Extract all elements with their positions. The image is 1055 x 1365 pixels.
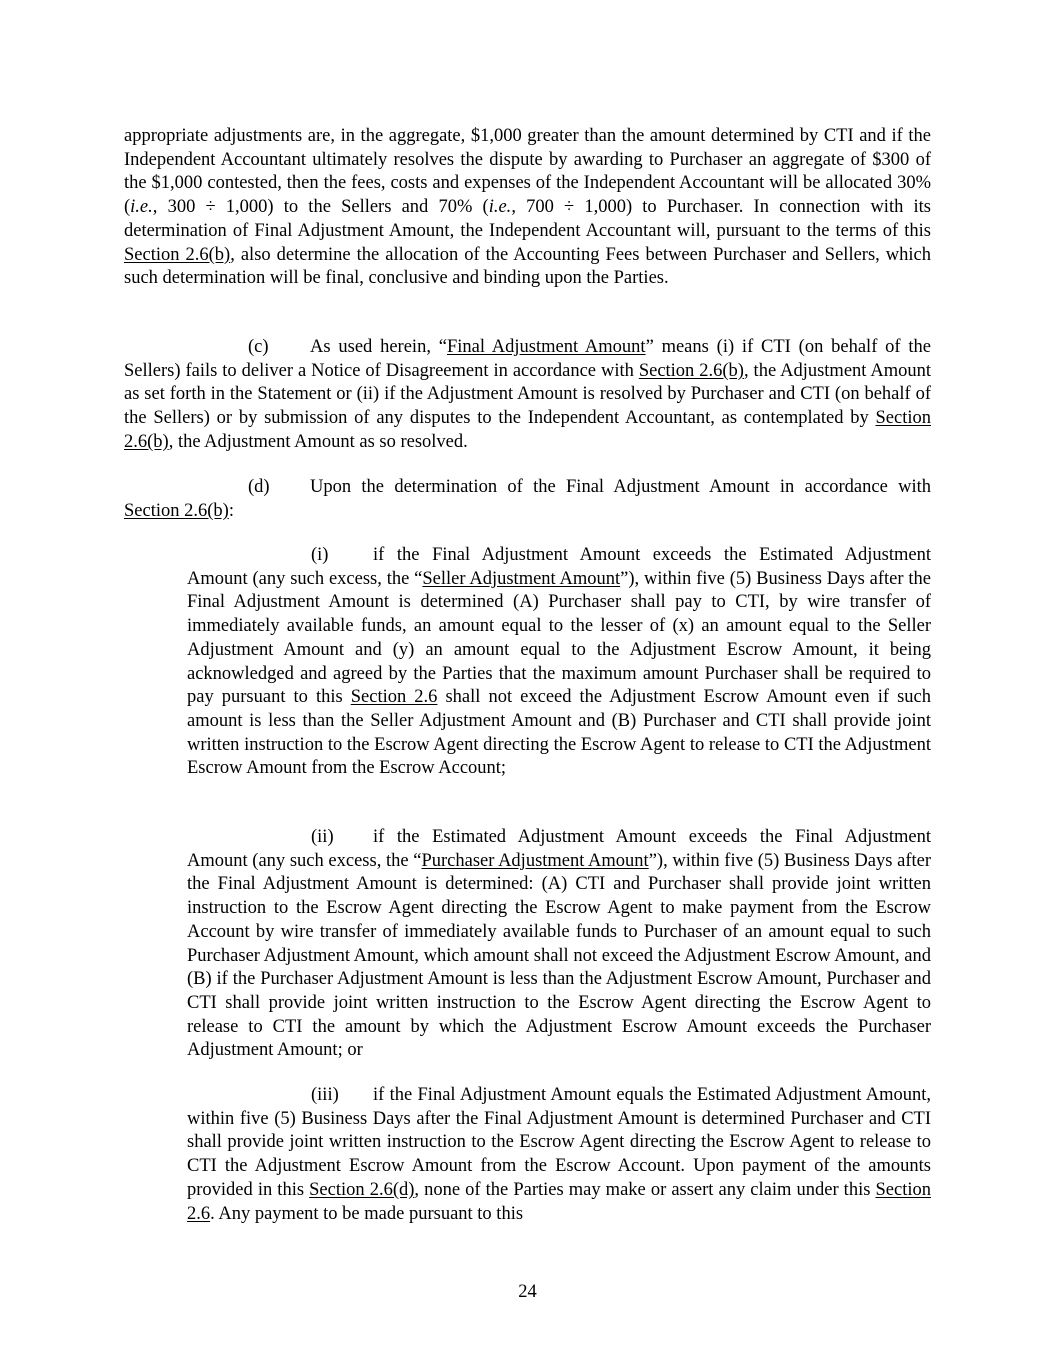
- defined-term: Seller Adjustment Amount: [422, 568, 621, 589]
- page-number: 24: [518, 1282, 537, 1302]
- section-reference: Section 2.6: [187, 1179, 931, 1224]
- section-reference: Section 2.6(b): [124, 408, 931, 452]
- clause-label: (ii): [311, 827, 334, 847]
- section-reference: Section 2.6(d): [309, 1179, 415, 1200]
- section-reference: Section 2.6(b): [124, 500, 229, 521]
- clause-label: (c): [248, 337, 269, 357]
- subparagraph-iii: (iii) if the Final Adjustment Amount equals the Estimated Adjustment Amount, within five (5) Business Days after the Final Adjustment Amount is determined Purchaser and CTI shall provide joint written instruction to the Escrow Agent directing the Escrow Agent to release to CTI the Adjustment Escrow Amount from the Escrow Account. Upon payment of the amounts provided in this Section 2.6(d), none of the Parties may make or assert any claim under this Section 2.6. Any payment to be made pursuant to this: [187, 1085, 931, 1224]
- clause-label: (d): [248, 477, 270, 497]
- subparagraph-ii: (ii) if the Estimated Adjustment Amount exceeds the Final Adjustment Amount (any such excess, the “Purchaser Adjustment Amount”), within five (5) Business Days after the Final Adjustment Amount is determined: (A) CTI and Purchaser shall provide joint written instruction to the Escrow Agent directing the Escrow Agent to make payment from the Escrow Account by wire transfer of immediately available funds to Purchaser of an amount equal to such Purchaser Adjustment Amount, which amount shall not exceed the Adjustment Escrow Amount, and (B) if the Purchaser Adjustment Amount is less than the Adjustment Escrow Amount, Purchaser and CTI shall provide joint written instruction to the Escrow Agent directing the Escrow Agent to release to CTI the amount by which the Adjustment Escrow Amount exceeds the Purchaser Adjustment Amount; or: [187, 827, 932, 1061]
- section-reference: Section 2.6(b): [124, 244, 231, 265]
- defined-term: Final Adjustment Amount: [446, 337, 646, 357]
- section-reference: Section 2.6(b): [638, 360, 744, 381]
- section-reference: Section 2.6: [350, 687, 438, 708]
- paragraph-d: (d) Upon the determination of the Final Adjustment Amount in accordance with Section 2.6(b):: [124, 477, 931, 521]
- paragraph-c: (c) As used herein, “Final Adjustment Amount” means (i) if CTI (on behalf of the Sellers) fails to deliver a Notice of Disagreement in accordance with Section 2.6(b), the Adjustment Amount as set forth in the Statement or (ii) if the Adjustment Amount is resolved by Purchaser and CTI (on behalf of the Sellers) or by submission of any disputes to the Independent Accountant, as contemplated by Section 2.6(b), the Adjustment Amount as so resolved.: [124, 337, 932, 452]
- clause-label: (i): [311, 545, 329, 565]
- subparagraph-i: (i) if the Final Adjustment Amount exceeds the Estimated Adjustment Amount (any such excess, the “Seller Adjustment Amount”), within five (5) Business Days after the Final Adjustment Amount is determined (A) Purchaser shall pay to CTI, by wire transfer of immediately available funds, an amount equal to the lesser of (x) an amount equal to the Seller Adjustment Amount and (y) an amount equal to the Adjustment Escrow Amount, it being acknowledged and agreed by the Parties that the maximum amount Purchaser shall be required to pay pursuant to this Section 2.6 shall not exceed the Adjustment Escrow Amount even if such amount is less than the Seller Adjustment Amount and (B) Purchaser and CTI shall provide joint written instruction to the Escrow Agent directing the Escrow Agent to release to CTI the Adjustment Escrow Amount from the Escrow Account;: [187, 545, 931, 779]
- paragraph-accounting-fees: appropriate adjustments are, in the aggregate, $1,000 greater than the amount determined by CTI and if the Independent Accountant ultimately resolves the dispute by awarding to Purchaser an aggregate of $300 of the $1,000 contested, then the fees, costs and expenses of the Independent Accountant will be allocated 30% (i.e., 300 ÷ 1,000) to the Sellers and 70% (i.e., 700 ÷ 1,000) to Purchaser. In connection with its determination of Final Adjustment Amount, the Independent Accountant will, pursuant to the terms of this Section 2.6(b), also determine the allocation of the Accounting Fees between Purchaser and Sellers, which such determination will be final, conclusive and binding upon the Parties.: [124, 126, 931, 289]
- clause-label: (iii): [311, 1085, 339, 1105]
- defined-term: Purchaser Adjustment Amount: [421, 850, 649, 871]
